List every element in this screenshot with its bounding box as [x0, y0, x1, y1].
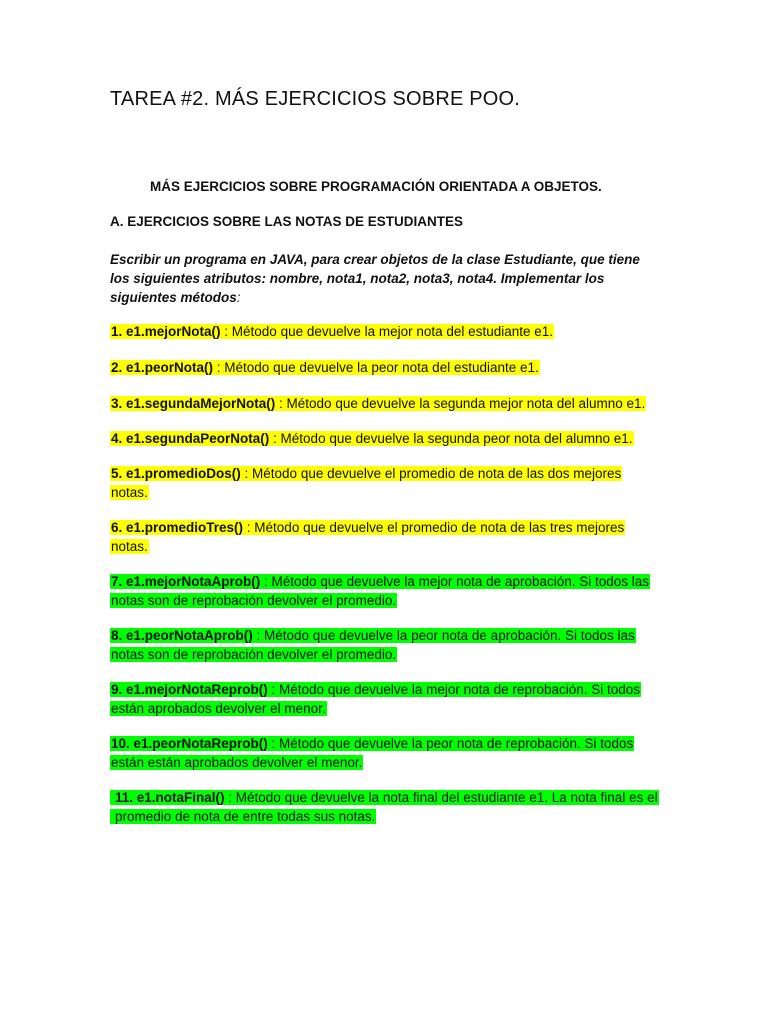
method-signature: 3. e1.segundaMejorNota(): [111, 396, 276, 411]
method-description: : Método que devuelve la mejor nota del estudiante e1.: [220, 324, 554, 339]
method-description: : Método que devuelve el promedio de nota de las tres mejores notas.: [111, 520, 625, 554]
section-heading: A. EJERCICIOS SOBRE LAS NOTAS DE ESTUDIANTES: [110, 214, 464, 229]
method-signature: 7. e1.mejorNotaAprob(): [111, 574, 261, 589]
method-item: [110, 464, 658, 502]
method-item: [110, 626, 658, 664]
method-signature: 5. e1.promedioDos(): [111, 466, 241, 481]
method-signature: 6. e1.promedioTres(): [111, 520, 244, 535]
method-description: : Método que devuelve la peor nota de aprobación. Si todos las notas son de reprobación devolver el promedio.: [111, 628, 635, 662]
method-item: [110, 429, 658, 448]
method-item: [110, 572, 658, 610]
method-description: : Método que devuelve la segunda peor nota del alumno e1.: [269, 431, 633, 446]
method-signature: 8. e1.peorNotaAprob(): [111, 628, 253, 643]
method-item: [110, 734, 658, 772]
method-description: : Método que devuelve la mejor nota de reprobación. Si todos están aprobados devolver el menor.: [111, 682, 641, 716]
method-description: : Método que devuelve la peor nota de reprobación. Si todos están están aprobados devolver el menor.: [111, 736, 634, 770]
method-item: [110, 394, 658, 413]
method-signature: 11. e1.notaFinal(): [115, 790, 225, 805]
method-signature: 1. e1.mejorNota(): [111, 324, 221, 339]
method-item: [110, 358, 658, 377]
method-signature: 9. e1.mejorNotaReprob(): [111, 682, 268, 697]
intro-paragraph: [110, 250, 658, 307]
method-item: [110, 788, 658, 826]
method-item: [110, 322, 658, 341]
intro-text: Escribir un programa en JAVA, para crear objetos de la clase Estudiante, que tiene los siguientes atributos: nombre, nota1, nota2, nota3, nota4. Implementar los siguientes métodos: [110, 252, 640, 305]
method-description: : Método que devuelve la peor nota del estudiante e1.: [213, 360, 539, 375]
method-description: : Método que devuelve el promedio de nota de las dos mejores notas.: [111, 466, 622, 500]
intro-colon: :: [236, 290, 241, 305]
document-subtitle: MÁS EJERCICIOS SOBRE PROGRAMACIÓN ORIENTADA A OBJETOS.: [150, 179, 602, 194]
method-item: [110, 518, 658, 556]
method-description: : Método que devuelve la nota final del estudiante e1. La nota final es el promedio de nota de entre todas sus notas.: [115, 790, 658, 824]
method-description: : Método que devuelve la segunda mejor nota del alumno e1.: [275, 396, 646, 411]
document-title: TAREA #2. MÁS EJERCICIOS SOBRE POO.: [110, 88, 521, 110]
method-signature: 4. e1.segundaPeorNota(): [111, 431, 270, 446]
method-signature: 2. e1.peorNota(): [111, 360, 214, 375]
method-description: : Método que devuelve la mejor nota de aprobación. Si todos las notas son de reprobación devolver el promedio.: [111, 574, 650, 608]
method-signature: 10. e1.peorNotaReprob(): [111, 736, 268, 751]
method-list: [110, 322, 658, 842]
method-item: [110, 680, 658, 718]
